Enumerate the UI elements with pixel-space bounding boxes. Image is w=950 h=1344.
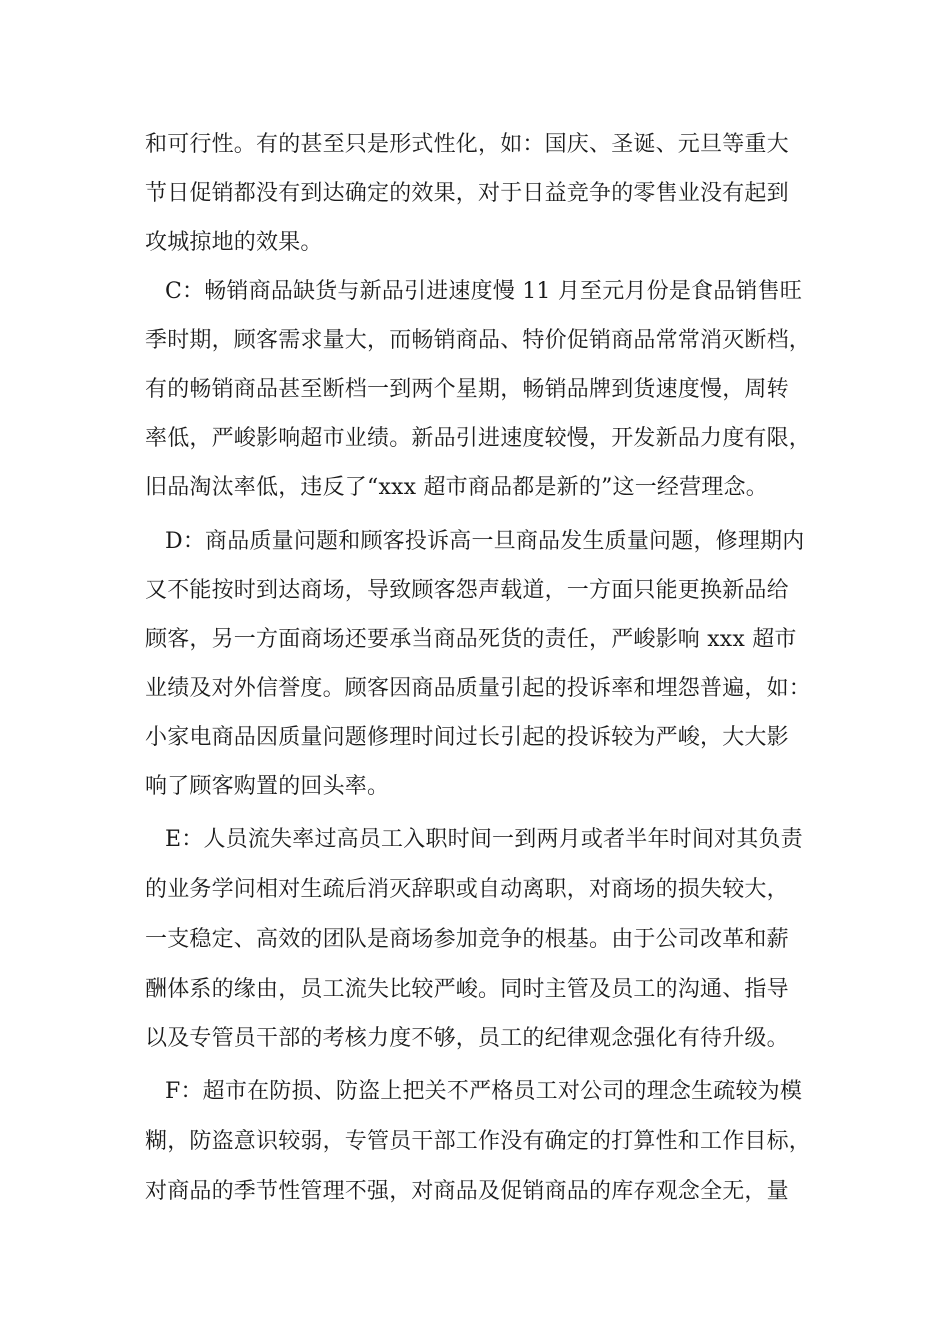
text-line: 有的畅销商品甚至断档一到两个星期，畅销品牌到货速度慢，周转	[145, 377, 789, 402]
text-line: 旧品淘汰率低，违反了“xxx 超市商品都是新的”这一经营理念。	[145, 475, 768, 500]
text-line: 攻城掠地的效果。	[145, 230, 323, 255]
text-line: 季时期，顾客需求量大，而畅销商品、特价促销商品常常消灭断档，	[145, 328, 812, 353]
paragraph-e-heading-line: E：人员流失率过高员工入职时间一到两月或者半年时间对其负责	[165, 827, 803, 852]
text-line: 一支稳定、高效的团队是商场参加竞争的根基。由于公司改革和薪	[145, 927, 789, 952]
text-line: 率低，严峻影响超市业绩。新品引进速度较慢，开发新品力度有限，	[145, 426, 812, 451]
text-line: 以及专管员干部的考核力度不够，员工的纪律观念强化有待升级。	[145, 1026, 789, 1051]
text-line: 酬体系的缘由，员工流失比较严峻。同时主管及员工的沟通、指导	[145, 977, 789, 1002]
text-line: 顾客，另一方面商场还要承当商品死货的责任，严峻影响 xxx 超市	[145, 627, 797, 652]
text-line: 的业务学问相对生疏后消灭辞职或自动离职，对商场的损失较大，	[145, 877, 789, 902]
paragraph-c-heading-line: C：畅销商品缺货与新品引进速度慢 11 月至元月份是食品销售旺	[165, 279, 803, 304]
text-line: 对商品的季节性管理不强，对商品及促销商品的库存观念全无，量	[145, 1179, 789, 1204]
text-line: 业绩及对外信誉度。顾客因商品质量引起的投诉率和埋怨普遍，如：	[145, 676, 812, 701]
paragraph-f-heading-line: F：超市在防损、防盗上把关不严格员工对公司的理念生疏较为模	[165, 1079, 803, 1104]
text-line: 节日促销都没有到达确定的效果，对于日益竞争的零售业没有起到	[145, 181, 789, 206]
text-line: 响了顾客购置的回头率。	[145, 774, 390, 799]
text-line: 糊，防盗意识较弱，专管员干部工作没有确定的打算性和工作目标，	[145, 1129, 812, 1154]
text-line: 和可行性。有的甚至只是形式性化，如：国庆、圣诞、元旦等重大	[145, 132, 789, 157]
text-line: 又不能按时到达商场，导致顾客怨声载道，一方面只能更换新品给	[145, 578, 789, 603]
text-line: 小家电商品因质量问题修理时间过长引起的投诉较为严峻，大大影	[145, 725, 789, 750]
paragraph-d-heading-line: D：商品质量问题和顾客投诉高一旦商品发生质量问题，修理期内	[165, 529, 805, 554]
